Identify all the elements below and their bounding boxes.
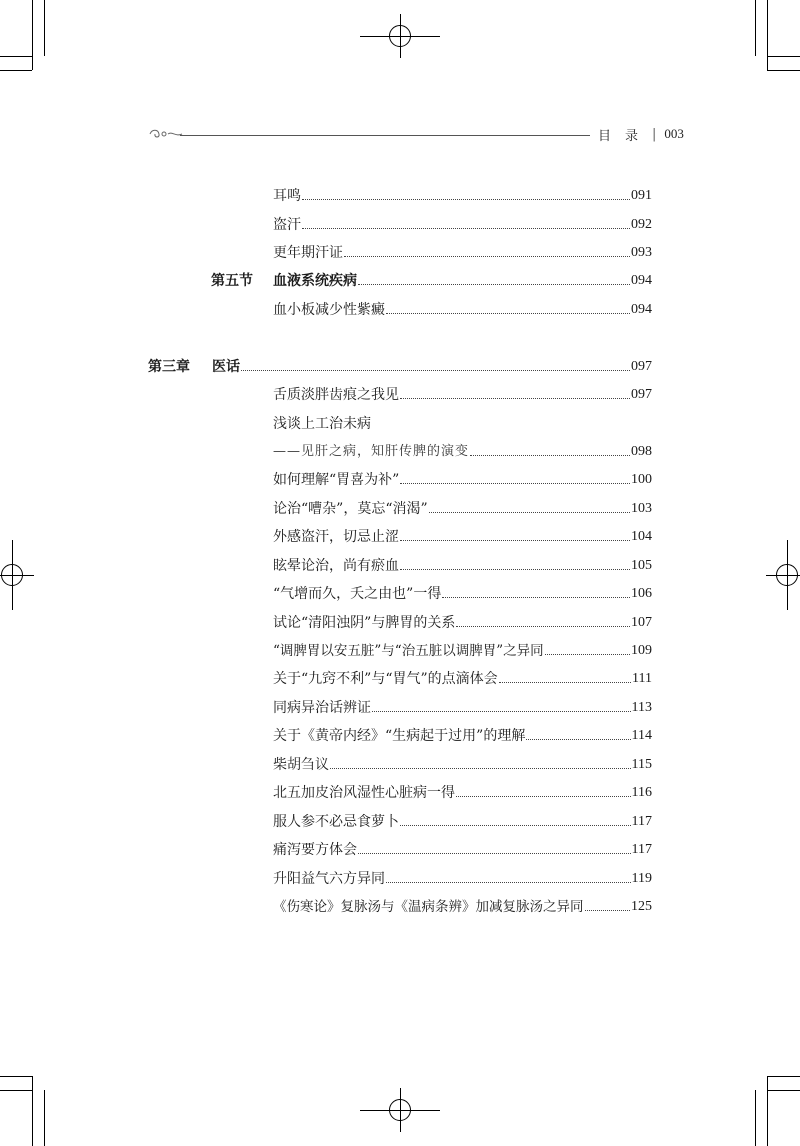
toc-entry: 升阳益气六方异同 119 — [273, 871, 652, 887]
crop-mark — [0, 1090, 32, 1091]
section-number: 第五节 — [211, 273, 253, 289]
header-rule — [180, 135, 590, 136]
toc-entry: 耳鸣 091 — [273, 188, 652, 204]
toc-entry: 关于“九窍不利”与“胃气”的点滴体会 111 — [273, 671, 652, 687]
registration-mark-left — [0, 540, 34, 610]
toc-entry-subtitle: ——见肝之病，知肝传脾的演变 098 — [273, 444, 652, 459]
section-title: 血液系统疾病 — [273, 273, 357, 289]
toc-entry: 《伤寒论》复脉汤与《温病条辨》加减复脉汤之异同 125 — [273, 899, 652, 915]
toc-entry: 眩晕论治，尚有瘀血 105 — [273, 558, 652, 574]
toc-entry: 同病异治话辨证 113 — [273, 700, 652, 716]
crop-mark — [0, 1076, 32, 1077]
toc-entry: “气增而久，夭之由也”一得 106 — [273, 586, 652, 602]
toc-entry: 论治“嘈杂”，莫忘“消渴” 103 — [273, 501, 652, 517]
crop-mark — [767, 1076, 768, 1146]
toc-entry: 如何理解“胃喜为补” 100 — [273, 472, 652, 488]
crop-mark — [755, 1090, 756, 1146]
toc-chapter-heading: 第三章 医话 097 — [148, 359, 652, 375]
crop-mark — [44, 0, 45, 56]
chapter-title: 医话 — [212, 359, 240, 375]
chapter-number: 第三章 — [148, 359, 190, 375]
crop-mark — [767, 0, 768, 70]
crop-mark — [767, 70, 800, 71]
crop-mark — [32, 0, 33, 70]
crop-mark — [0, 70, 32, 71]
toc-entry: 更年期汗证 093 — [273, 245, 652, 261]
toc-section-heading: 第五节 血液系统疾病 094 — [211, 273, 652, 289]
registration-mark-top — [360, 14, 440, 58]
page-number: 003 — [664, 126, 684, 141]
toc-entry: “调脾胃以安五脏”与“治五脏以调脾胃”之异同 109 — [273, 643, 652, 659]
crop-mark — [44, 1090, 45, 1146]
running-head-title: 目录 — [598, 128, 653, 144]
running-head — [598, 124, 684, 144]
crop-mark — [755, 0, 756, 56]
toc-entry: 舌质淡胖齿痕之我见 097 — [273, 387, 652, 403]
toc-entry: 盗汗 092 — [273, 217, 652, 233]
toc-entry: 血小板减少性紫癜 094 — [273, 302, 652, 318]
header-ornament-icon — [148, 128, 184, 140]
crop-mark — [767, 56, 800, 57]
crop-mark — [0, 56, 32, 57]
toc-entry: 北五加皮治风湿性心脏病一得 116 — [273, 785, 652, 801]
registration-mark-right — [766, 540, 800, 610]
toc-entry: 浅谈上工治未病 — [273, 416, 371, 432]
toc-entry: 痛泻要方体会 117 — [273, 842, 652, 858]
toc-entry: 服人参不必忌食萝卜 117 — [273, 814, 652, 830]
running-head-separator: | — [652, 126, 657, 142]
crop-mark — [767, 1076, 800, 1077]
toc-entry: 柴胡刍议 115 — [273, 757, 652, 773]
toc-entry: 关于《黄帝内经》“生病起于过用”的理解 114 — [273, 728, 652, 744]
toc-entry: 试论“清阳浊阴”与脾胃的关系 107 — [273, 615, 652, 631]
toc-entry: 外感盗汗，切忌止涩 104 — [273, 529, 652, 545]
crop-mark — [32, 1076, 33, 1146]
registration-mark-bottom — [360, 1088, 440, 1132]
crop-mark — [767, 1090, 800, 1091]
